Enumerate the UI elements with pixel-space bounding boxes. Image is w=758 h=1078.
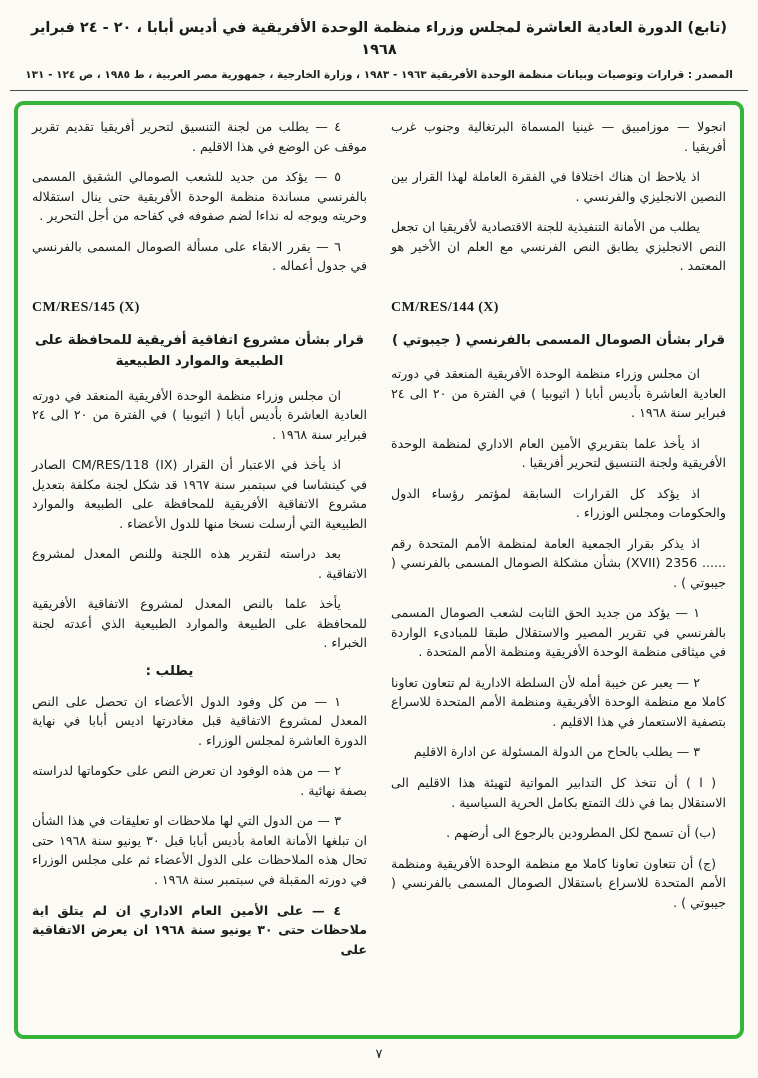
numbered-clause: ١ — من كل وفود الدول الأعضاء ان تحصل على النص المعدل لمشروع الاتفاقية قبل مغادرتها اديس أبابا في نهاية الدورة العاشرة لمجلس الوزراء .: [32, 693, 367, 748]
column-right: [391, 117, 726, 1025]
document-source: المصدر : قرارات وتوصيات وبيانات منظمة الوحدة الأفريقية ١٩٦٣ - ١٩٨٣ ، وزارة الخارجية ، جمهورية مصر العربية ، ط ١٩٨٥ ، ص ١٢٤ - ١٣١: [25, 68, 733, 81]
paragraph: اذ يذكر بقرار الجمعية العامة لمنظمة الأمم المتحدة رقم ...... 2356 (XVII) بشأن مشكلة الصومال المسمى بالفرنسي ( جيبوتي ) .: [391, 535, 727, 590]
paragraph: بعد دراسته لتقرير هذه اللجنة وللنص المعدل لمشروع الاتفاقية .: [32, 546, 367, 581]
section-heading: يطلب :: [145, 663, 194, 679]
two-column-layout: [32, 117, 726, 1025]
page-footer: [10, 1039, 748, 1062]
page-number: ٧: [375, 1047, 383, 1063]
numbered-clause: ٤ — على الأمين العام الاداري ان لم يتلق اية ملاحظات حتى ٣٠ يونيو سنة ١٩٦٨ ان يعرض الاتفاقية على: [32, 902, 367, 957]
numbered-clause: ٢ — من هذه الوفود ان تعرض النص على حكوماتها لدراسته بصفة نهائية .: [32, 763, 367, 798]
resolution-ref-cm-res-144: CM/RES/144 (X): [391, 299, 499, 315]
numbered-clause: ٢ — يعبر عن خيبة أمله لأن السلطة الادارية لم تتعاون تعاونا كاملا مع منظمة الوحدة الأفريقية ومنظمة الأمم المتحدة للاسراع بتصفية الاستعمار في هذا الاقليم .: [391, 674, 726, 729]
resolution-ref-cm-res-145: CM/RES/145 (X): [32, 299, 140, 315]
numbered-clause: ٣ — يطلب بالحاح من الدولة المسئولة عن ادارة الاقليم: [413, 744, 700, 760]
content-frame: [14, 101, 744, 1039]
numbered-clause: ٤ — يطلب من لجنة التنسيق لتحرير أفريقيا تقديم تقرير موقف عن الوضع في هذا الاقليم .: [32, 119, 367, 154]
paragraph: ان مجلس وزراء منظمة الوحدة الأفريقية المنعقد في دورته العادية العاشرة بأديس أبابا ( اثيوبيا ) في الفترة من ٢٠ الى ٢٤ فبراير سنة ١٩٦٨ .: [32, 387, 367, 442]
sub-clause: ( ا ) أن تتخذ كل التدابير المواتية لتهيئة هذا الاقليم الى الاستقلال بما في ذلك التمتع بكامل الحرية السياسية .: [391, 775, 726, 810]
sub-clause: (ب) أن تسمح لكل المطرودين بالرجوع الى أرضهم .: [446, 825, 716, 841]
paragraph: اذ يأخذ في الاعتبار أن القرار CM/RES/118 (IX) الصادر في كينشاسا في سبتمبر سنة ١٩٦٧ قد شكل لجنة مكلفة بتعديل مشروع الاتفاقية الأفريقية للمحافظة على الطبيعة والموارد الطبيعية التي أرسلت نسخا منها للدول الأعضاء .: [32, 457, 367, 531]
paragraph: يطلب من الأمانة التنفيذية للجنة الاقتصادية لأفريقيا ان تجعل النص الانجليزي يطابق النص الفرنسي مع العلم ان الأخير هو المعتمد .: [391, 219, 726, 274]
paragraph: ان مجلس وزراء منظمة الوحدة الأفريقية المنعقد في دورته العادية العاشرة بأديس أبابا ( اثيوبيا ) في الفترة من ٢٠ الى ٢٤ فبراير سنة ١٩٦٨ .: [391, 366, 726, 421]
paragraph: يأخذ علما بالنص المعدل لمشروع الاتفاقية الأفريقية للمحافظة على الطبيعة والموارد الطبيعية الذي أعدته لجنة الخبراء .: [32, 596, 367, 651]
resolution-title: قرار بشأن الصومال المسمى بالفرنسي ( جيبوتي ): [391, 332, 726, 348]
numbered-clause: ٥ — يؤكد من جديد للشعب الصومالي الشقيق المسمى بالفرنسي مساندة منظمة الوحدة الأفريقية حتى ينال استقلاله وحريته ويوجه له نداءا لضم صفوفه في كفاحه من أجل التحرير .: [32, 169, 367, 224]
resolution-title: قرار بشأن مشروع اتفاقية أفريقية للمحافظة على الطبيعة والموارد الطبيعية: [34, 332, 365, 370]
column-left: [32, 117, 367, 1025]
numbered-clause: ٣ — من الدول التي لها ملاحظات او تعليقات في هذا الشأن ان تبلغها الأمانة العامة بأديس أبابا قبل ٣٠ يونيو سنة ١٩٦٨ حتى تحال هذه الملاحظات على الدول الأعضاء ثم على مجلس الوزراء في دورته المقبلة في سبتمبر سنة ١٩٦٨ .: [32, 813, 367, 887]
sub-clause: (ج) أن تتعاون تعاونا كاملا مع منظمة الوحدة الأفريقية ومنظمة الأمم المتحدة للاسراع باستقلال الصومال المسمى بالفرنسي ( جيبوتي ) .: [391, 855, 726, 910]
page-header: [10, 14, 748, 91]
document-title: (تابع) الدورة العادية العاشرة لمجلس وزراء منظمة الوحدة الأفريقية في أديس أبابا ، ٢٠ - ٢٤ فبراير ١٩٦٨: [30, 20, 728, 58]
paragraph: اذ يأخذ علما بتقريري الأمين العام الاداري لمنظمة الوحدة الأفريقية ولجنة التنسيق لتحرير أفريقيا .: [391, 435, 726, 471]
numbered-clause: ١ — يؤكد من جديد الحق الثابت لشعب الصومال المسمى بالفرنسي في تقرير المصير والاستقلال طبقا للمبادىء الواردة في ميثاقى منظمة الوحدة الأفريقية ومنظمة الأمم المتحدة .: [391, 605, 726, 660]
paragraph: انجولا — موزامبيق — غينيا المسماة البرتغالية وجنوب غرب أفريقيا .: [391, 119, 726, 154]
paragraph: اذ يؤكد كل القرارات السابقة لمؤتمر رؤساء الدول والحكومات ومجلس الوزراء .: [391, 485, 726, 521]
paragraph: اذ يلاحظ ان هناك اختلافا في الفقرة العاملة لهذا القرار بين النصين الانجليزي والفرنسي .: [391, 169, 726, 204]
numbered-clause: ٦ — يقرر الابقاء على مسألة الصومال المسمى بالفرنسي في جدول أعماله .: [32, 238, 367, 274]
